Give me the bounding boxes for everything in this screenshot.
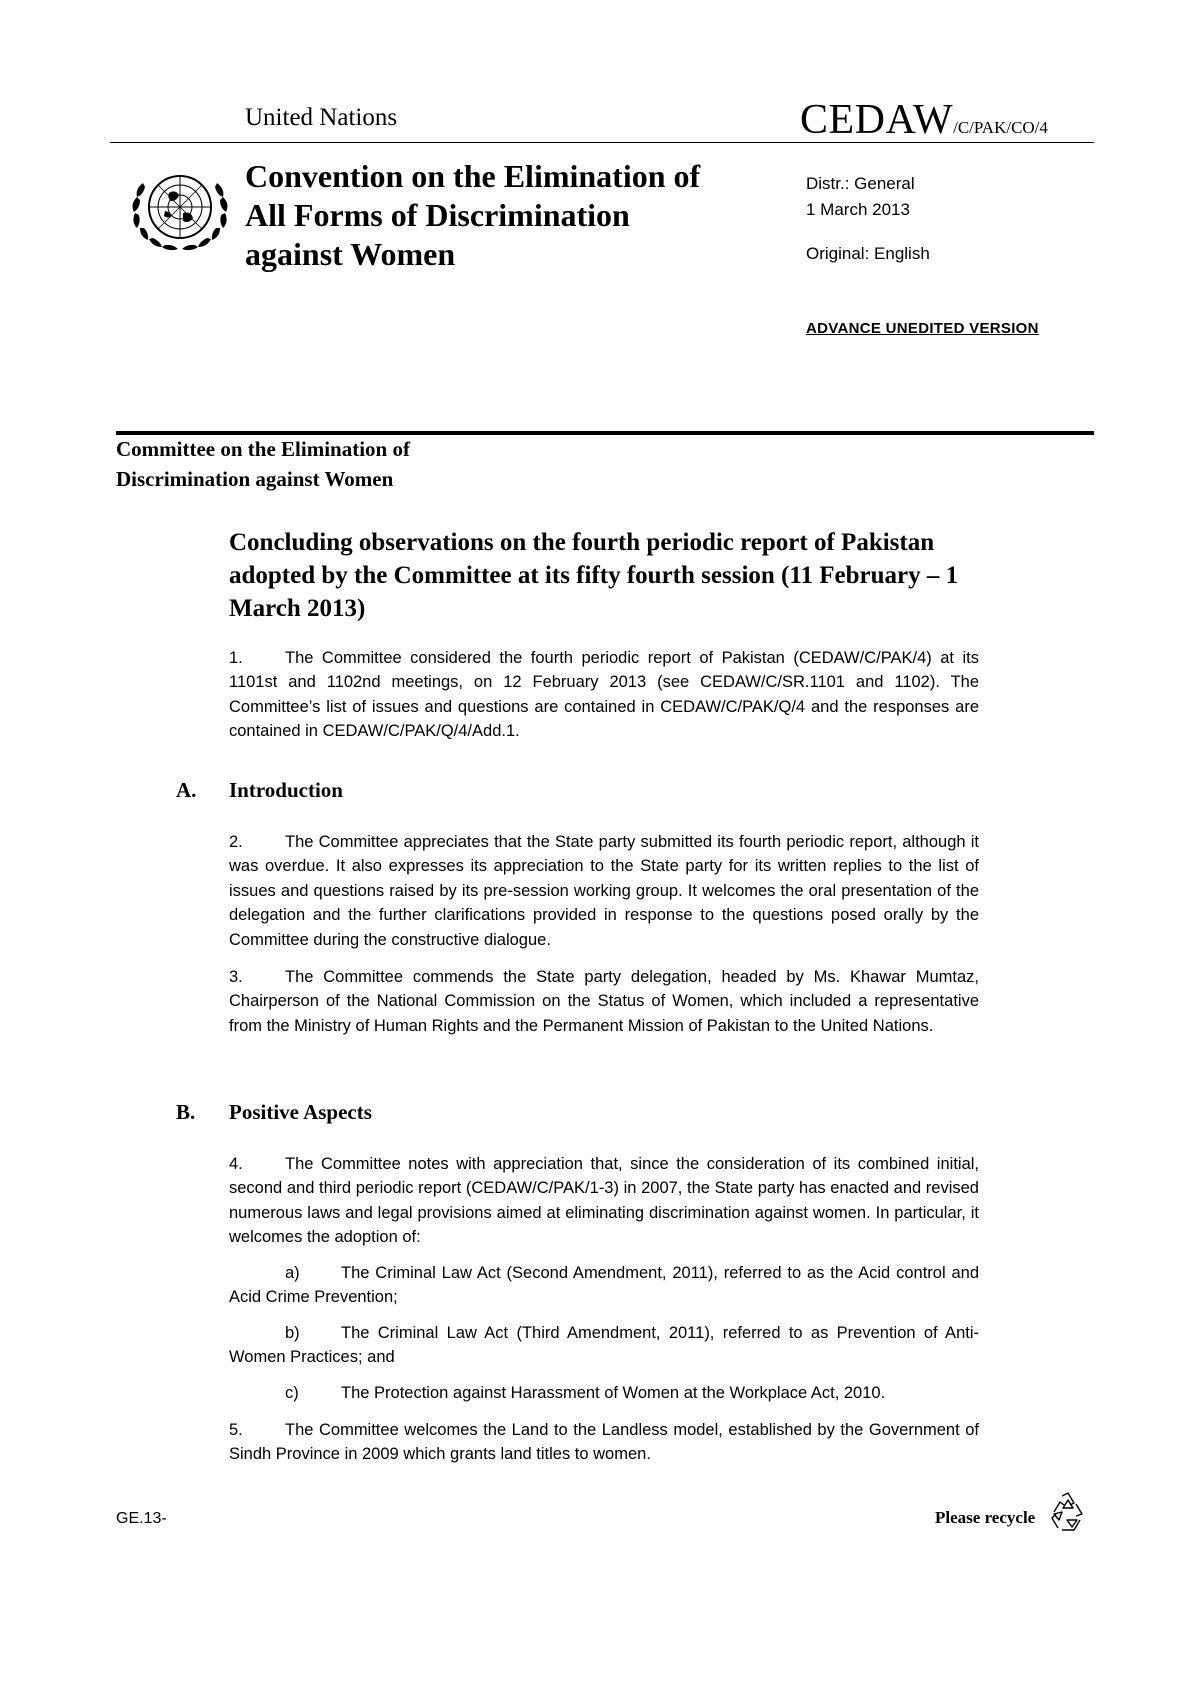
subparagraph-text: The Criminal Law Act (Third Amendment, 2011), referred to as Prevention of Anti-Women Practices; and [229, 1324, 979, 1367]
section-heading-positive-aspects [176, 1100, 372, 1125]
recycle-icon [1046, 1490, 1090, 1534]
paragraph-text: The Committee appreciates that the State party submitted its fourth periodic report, although it was overdue. It also expresses its appreciation to the State party for its written replies to the list of issues and questions raised by its pre-session working group. It welcomes the oral presentation of the delegation and the further clarifications provided in response to the questions posed orally by the Committee during the constructive dialogue. [229, 833, 979, 949]
section-title: Positive Aspects [229, 1100, 372, 1124]
document-symbol [800, 96, 1048, 144]
paragraph-3 [229, 965, 979, 1038]
document-symbol-suffix: /C/PAK/CO/4 [953, 118, 1048, 137]
subparagraph-label: c) [285, 1384, 299, 1402]
paragraph-number: 5. [229, 1421, 243, 1439]
paragraph-number: 3. [229, 968, 243, 986]
subparagraph-text: The Criminal Law Act (Second Amendment, 2011), referred to as the Acid control and Acid Crime Prevention; [229, 1264, 979, 1307]
paragraph-4 [229, 1152, 979, 1250]
subparagraph-c [229, 1381, 979, 1405]
paragraph-2 [229, 830, 979, 952]
convention-title: Convention on the Elimination of All Forms of Discrimination against Women [245, 158, 701, 272]
document-symbol-main: CEDAW [800, 97, 954, 143]
version-note: ADVANCE UNEDITED VERSION [806, 320, 1039, 337]
document-date: 1 March 2013 [806, 200, 910, 219]
paragraph-1 [229, 646, 979, 744]
section-letter: A. [176, 778, 197, 802]
paragraph-text: The Committee notes with appreciation that, since the consideration of its combined initial, second and third periodic report (CEDAW/C/PAK/1-3) in 2007, the State party has enacted and revised numerous laws and legal provisions aimed at eliminating discrimination against women. In particular, it welcomes the adoption of: [229, 1155, 979, 1247]
subparagraph-b [229, 1321, 979, 1370]
job-number: GE.13- [116, 1510, 167, 1527]
section-heading-introduction [176, 778, 343, 803]
subparagraph-label: b) [285, 1324, 300, 1342]
distribution-text: Distr.: General [806, 174, 915, 193]
paragraph-number: 1. [229, 649, 243, 667]
paragraph-text: The Committee commends the State party delegation, headed by Ms. Khawar Mumtaz, Chairperson of the National Commission on the Status of Women, which included a representative from the Ministry of Human Rights and the Permanent Mission of Pakistan to the United Nations. [229, 968, 979, 1035]
paragraph-5 [229, 1418, 979, 1467]
section-title: Introduction [229, 778, 343, 802]
distribution-block [806, 171, 915, 223]
org-name: United Nations [245, 104, 398, 131]
recycle-note: Please recycle [935, 1508, 1036, 1527]
subparagraph-label: a) [285, 1264, 300, 1282]
original-language: Original: English [806, 244, 930, 263]
subparagraph-a [229, 1261, 979, 1310]
un-emblem-icon [121, 155, 239, 263]
paragraph-number: 2. [229, 833, 243, 851]
paragraph-text: The Committee considered the fourth periodic report of Pakistan (CEDAW/C/PAK/4) at its 1101st and 1102nd meetings, on 12 February 2013 (see CEDAW/C/SR.1101 and 1102). The Committee’s list of issues and questions are contained in CEDAW/C/PAK/Q/4 and the responses are contained in CEDAW/C/PAK/Q/4/Add.1. [229, 649, 979, 741]
subparagraph-text: The Protection against Harassment of Women at the Workplace Act, 2010. [341, 1384, 886, 1402]
committee-name: Committee on the Elimination of Discrimination against Women [116, 437, 410, 491]
section-letter: B. [176, 1100, 196, 1124]
report-title: Concluding observations on the fourth periodic report of Pakistan adopted by the Committee at its fifty fourth session (11 February – 1 March 2013) [229, 529, 959, 622]
paragraph-text: The Committee welcomes the Land to the Landless model, established by the Government of Sindh Province in 2009 which grants land titles to women. [229, 1421, 979, 1464]
header-rule [110, 142, 1094, 143]
paragraph-number: 4. [229, 1155, 243, 1173]
